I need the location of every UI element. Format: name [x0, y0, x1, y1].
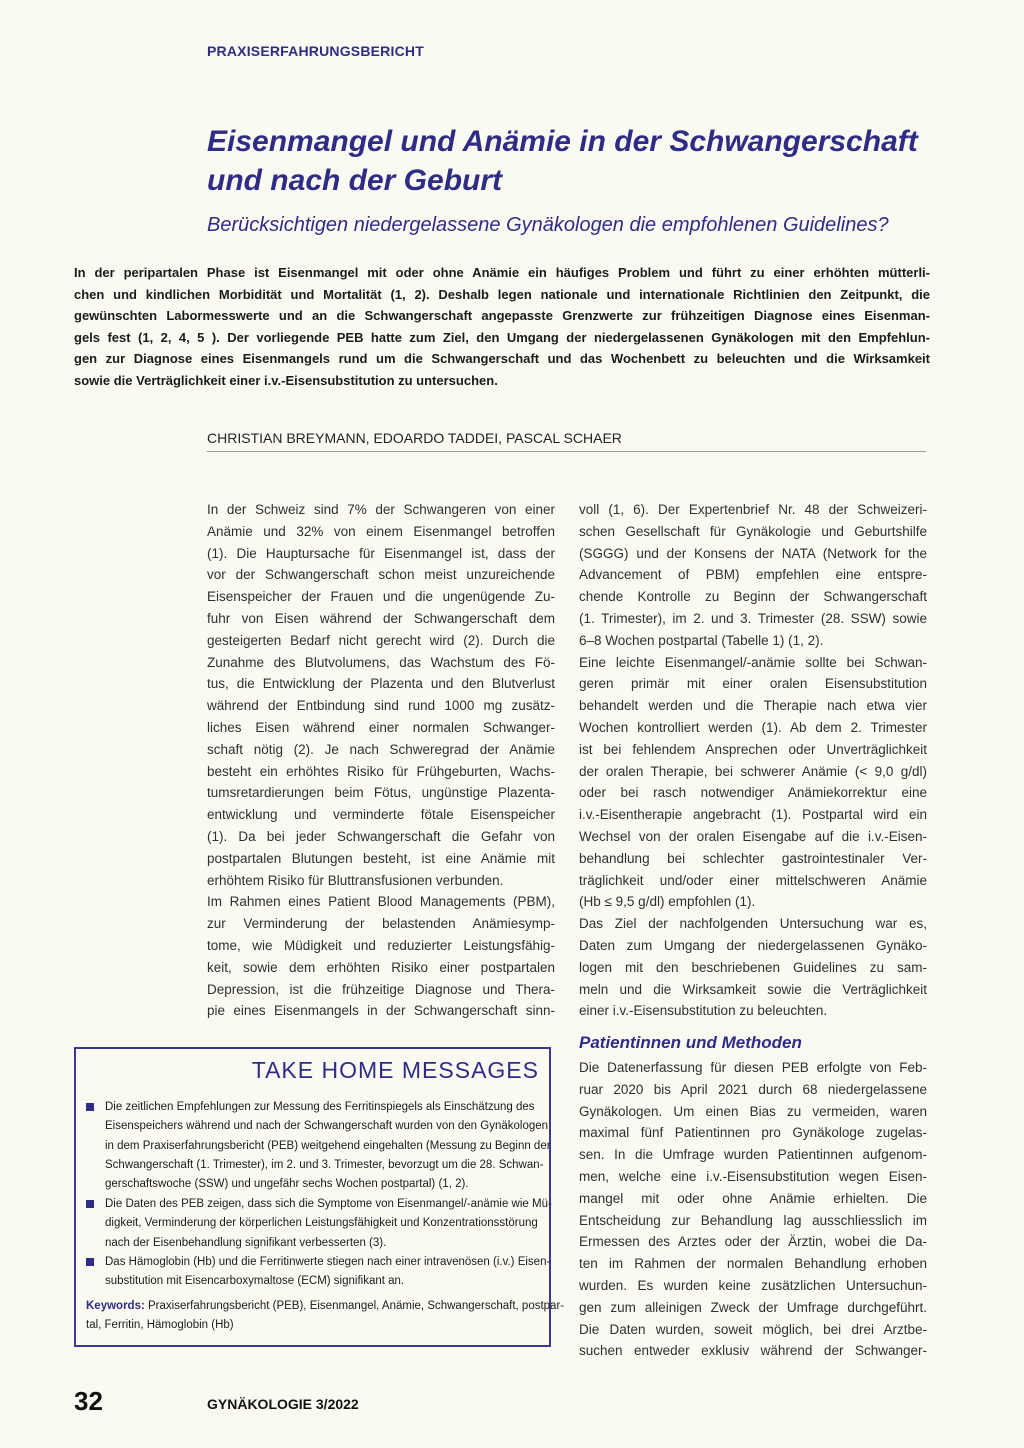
abstract-line: gels fest (1, 2, 4, 5 ). Der vorliegende PEB hatte zum Ziel, den Umgang der niedergelassenen Gynäkologen mit den Empfehlun-: [74, 329, 930, 345]
body-column-3: [579, 1057, 927, 1362]
section-heading: Patientinnen und Methoden: [579, 1033, 802, 1052]
message-line: Die zeitlichen Empfehlungen zur Messung des Ferritinspiegels als Einschätzung des: [105, 1101, 535, 1113]
text-line: meln und die Wirksamkeit sowie die Verträglichkeit: [579, 981, 927, 997]
message-line: substitution mit Eisencarboxymaltose (ECM) signifikant an.: [105, 1275, 405, 1288]
text-line: behandelt werden und die Therapie nach etwa vier: [579, 698, 927, 714]
text-line: (1. Trimester), im 2. und 3. Trimester (28. SSW) sowie: [579, 610, 927, 626]
text-line: geren primär mit einer oralen Eisensubstitution: [579, 676, 927, 692]
article-subtitle: Berücksichtigen niedergelassene Gynäkologen die empfohlenen Guidelines?: [207, 214, 889, 236]
bullet-square-icon: [86, 1200, 94, 1208]
text-line: schaft nötig (2). Je nach Schweregrad der Anämie: [207, 741, 555, 757]
text-line: Advancement of PBM) empfehlen eine entspre-: [579, 567, 927, 583]
message-line: in dem Praxiserfahrungsbericht (PEB) weitgehend eingehalten (Messung zu Beginn der: [105, 1139, 551, 1152]
section-label: PRAXISERFAHRUNGSBERICHT: [207, 43, 424, 59]
text-line: Die Datenerfassung für diesen PEB erfolgte von Feb-: [579, 1060, 927, 1075]
text-line: besteht ein erhöhtes Risiko für Frühgeburten, Wachs-: [207, 763, 555, 779]
message-line: Die Daten des PEB zeigen, dass sich die Symptome von Eisenmangel/-anämie wie Mü-: [105, 1198, 552, 1210]
text-line: maximal fünf Patientinnen pro Gynäkologe zugelas-: [579, 1125, 927, 1141]
page-number: 32: [74, 1386, 103, 1416]
article-title: [207, 122, 967, 200]
text-line: 6–8 Wochen postpartal (Tabelle 1) (1, 2).: [579, 632, 824, 648]
message-line: Das Hämoglobin (Hb) und die Ferritinwerte stiegen nach einer intravenösen (i.v.) Eisen-: [105, 1256, 551, 1268]
title-line: Eisenmangel und Anämie in der Schwangerschaft: [207, 125, 918, 158]
authors: CHRISTIAN BREYMANN, EDOARDO TADDEI, PASCAL SCHAER: [207, 430, 622, 446]
bullet-square-icon: [86, 1258, 94, 1266]
text-line: tus, die Entwicklung der Plazenta und den Blutverlust: [207, 676, 555, 692]
text-line: voll (1, 6). Der Expertenbrief Nr. 48 der Schweizeri-: [579, 502, 927, 517]
keywords: [86, 1297, 565, 1336]
take-home-message: [86, 1098, 551, 1194]
text-line: Im Rahmen eines Patient Blood Managements (PBM),: [207, 894, 555, 910]
text-line: tome, wie Müdigkeit und reduzierter Leistungsfähig-: [207, 937, 555, 953]
text-line: keit, sowie dem erhöhten Risiko einer postpartalen: [207, 959, 555, 975]
text-line: Wochen kontrolliert werden (1). Ab dem 2. Trimester: [579, 719, 927, 735]
text-line: während der Entbindung sind rund 1000 mg zusätz-: [207, 698, 555, 714]
text-line: tumsretardierungen beim Fötus, ungünstige Plazenta-: [207, 785, 555, 801]
message-line: nach der Eisenbehandlung signifikant verbesserten (3).: [105, 1236, 387, 1249]
text-line: (Hb ≤ 9,5 g/dl) empfohlen (1).: [579, 894, 756, 910]
text-line: Zunahme des Blutvolumens, das Wachstum des Fö-: [207, 654, 555, 670]
message-line: gerschaftswoche (SSW) und ungefähr sechs Wochen postpartal) (1, 2).: [105, 1178, 469, 1191]
message-line: Schwangerschaft (1. Trimester), im 2. und 3. Trimester, bevorzugt um die 28. Schwan-: [105, 1158, 544, 1171]
text-line: sen. In die Umfrage wurden Patientinnen aufgenom-: [579, 1147, 927, 1163]
text-line: schen Gesellschaft für Gynäkologie und Geburtshilfe: [579, 523, 927, 539]
text-line: Ermessen des Arztes oder der Ärztin, wobei die Da-: [579, 1234, 927, 1250]
text-line: chende Kontrolle zu Beginn der Schwangerschaft: [579, 589, 927, 605]
keywords-label: Keywords:: [86, 1300, 145, 1312]
text-line: Eisenspeicher der Frauen und die ungenügende Zu-: [207, 589, 555, 605]
text-line: Die Daten wurden, soweit möglich, bei drei Arztbe-: [579, 1321, 927, 1337]
message-line: Eisenspeichers während und nach der Schwangerschaft wurden von den Gynäkologen: [105, 1120, 549, 1133]
text-line: ruar 2020 bis April 2021 durch 68 niedergelassene: [579, 1081, 927, 1097]
take-home-box: [74, 1047, 565, 1347]
text-line: wurden. Es wurden keine zusätzlichen Untersuchun-: [579, 1277, 927, 1293]
text-line: entwicklung und verminderte fötale Eisenspeicher: [207, 807, 555, 823]
text-line: fuhr von Eisen während der Schwangerschaft dem: [207, 610, 555, 626]
text-line: erhöhtem Risiko für Bluttransfusionen verbunden.: [207, 872, 504, 888]
abstract: [74, 262, 930, 391]
text-line: gesteigerten Bedarf nicht gerecht wird (2). Durch die: [207, 632, 555, 648]
title-line: und nach der Geburt: [207, 164, 503, 197]
text-line: ten im Rahmen der normalen Behandlung erhoben: [579, 1256, 927, 1272]
text-line: Eine leichte Eisenmangel/-anämie sollte bei Schwan-: [579, 654, 927, 670]
text-line: i.v.-Eisentherapie angebracht (1). Postpartal wird ein: [579, 807, 927, 823]
text-line: Anämie und 32% von einem Eisenmangel betroffen: [207, 523, 555, 539]
text-line: (1). Da bei jeder Schwangerschaft die Gefahr von: [207, 828, 555, 844]
abstract-line: gewünschten Labormesswerte und an die Schwangerschaft angepasste Grenzwerte zur frühzeitigen Diagnose eines Eisenman-: [74, 308, 930, 323]
text-line: logen mit den beschriebenen Guidelines zu sam-: [579, 959, 927, 975]
text-line: zur Verminderung der belastenden Anämiesymp-: [207, 916, 555, 932]
keywords-text: tal, Ferritin, Hämoglobin (Hb): [86, 1319, 234, 1332]
take-home-title: TAKE HOME MESSAGES: [251, 1057, 539, 1083]
keywords-text: Praxiserfahrungsbericht (PEB), Eisenmangel, Anämie, Schwangerschaft, postpar-: [144, 1300, 565, 1312]
journal-name: GYNÄKOLOGIE 3/2022: [207, 1396, 359, 1412]
divider: [207, 451, 926, 452]
text-line: ist bei fehlendem Ansprechen oder Unverträglichkeit: [579, 741, 927, 757]
abstract-line: chen und kindlichen Morbidität und Mortalität (1, 2). Deshalb legen nationale und internationale Richtlinien den Zeitpunkt, die: [74, 286, 930, 302]
text-line: (SGGG) und der Konsens der NATA (Network for the: [579, 545, 927, 561]
text-line: Entscheidung zur Behandlung lag ausschliesslich im: [579, 1212, 927, 1228]
text-line: Das Ziel der nachfolgenden Untersuchung war es,: [579, 916, 927, 932]
abstract-line: gen zur Diagnose eines Eisenmangels rund um die Schwangerschaft und das Wochenbett zu beleuchten und die Wirksamkeit: [74, 351, 930, 366]
text-line: pie eines Eisenmangels in der Schwangerschaft sinn-: [207, 1003, 555, 1019]
text-line: vor der Schwangerschaft schon meist unzureichende: [207, 567, 555, 583]
text-line: Daten zum Umgang der niedergelassenen Gynäko-: [579, 937, 927, 953]
body-column-1: [207, 499, 555, 1022]
text-line: einer i.v.-Eisensubstitution zu beleuchten.: [579, 1003, 828, 1019]
take-home-message: [86, 1253, 551, 1292]
text-line: In der Schweiz sind 7% der Schwangeren von einer: [207, 502, 555, 517]
text-line: der oralen Therapie, bei schwerer Anämie (< 9,0 g/dl): [579, 763, 927, 779]
message-line: digkeit, Verminderung der körperlichen Leistungsfähigkeit und Konzentrationsstörung: [105, 1217, 538, 1230]
text-line: men, welche eine i.v.-Eisensubstitution wegen Eisen-: [579, 1168, 927, 1184]
text-line: Wechsel von der oralen Eisengabe auf die i.v.-Eisen-: [579, 828, 927, 844]
text-line: postpartalen Blutungen besteht, ist eine Anämie mit: [207, 850, 555, 866]
text-line: mangel mit oder ohne Anämie erhielten. Die: [579, 1190, 927, 1206]
text-line: träglichkeit und/oder einer mittelschweren Anämie: [579, 872, 927, 888]
text-line: (1). Die Hauptursache für Eisenmangel ist, dass der: [207, 545, 555, 561]
take-home-message: [86, 1195, 552, 1253]
text-line: oder bei rasch notwendiger Anämiekorrektur eine: [579, 785, 927, 801]
body-column-2: [579, 499, 927, 1022]
abstract-line: In der peripartalen Phase ist Eisenmangel mit oder ohne Anämie ein häufiges Problem und führt zu einer erhöhten mütterli-: [74, 265, 930, 280]
text-line: gen zum alleinigen Zweck der Umfrage durchgeführt.: [579, 1299, 927, 1315]
text-line: liches Eisen während einer normalen Schwanger-: [207, 719, 555, 735]
text-line: behandlung bei schlechter gastrointestinaler Ver-: [579, 850, 927, 866]
text-line: suchen entweder exklusiv während der Schwanger-: [579, 1343, 927, 1359]
text-line: Gynäkologen. Um einen Bias zu vermeiden, waren: [579, 1103, 927, 1119]
text-line: Depression, ist die frühzeitige Diagnose und Thera-: [207, 981, 555, 997]
abstract-line: sowie die Verträglichkeit einer i.v.-Eisensubstitution zu untersuchen.: [74, 372, 498, 388]
bullet-square-icon: [86, 1103, 94, 1111]
